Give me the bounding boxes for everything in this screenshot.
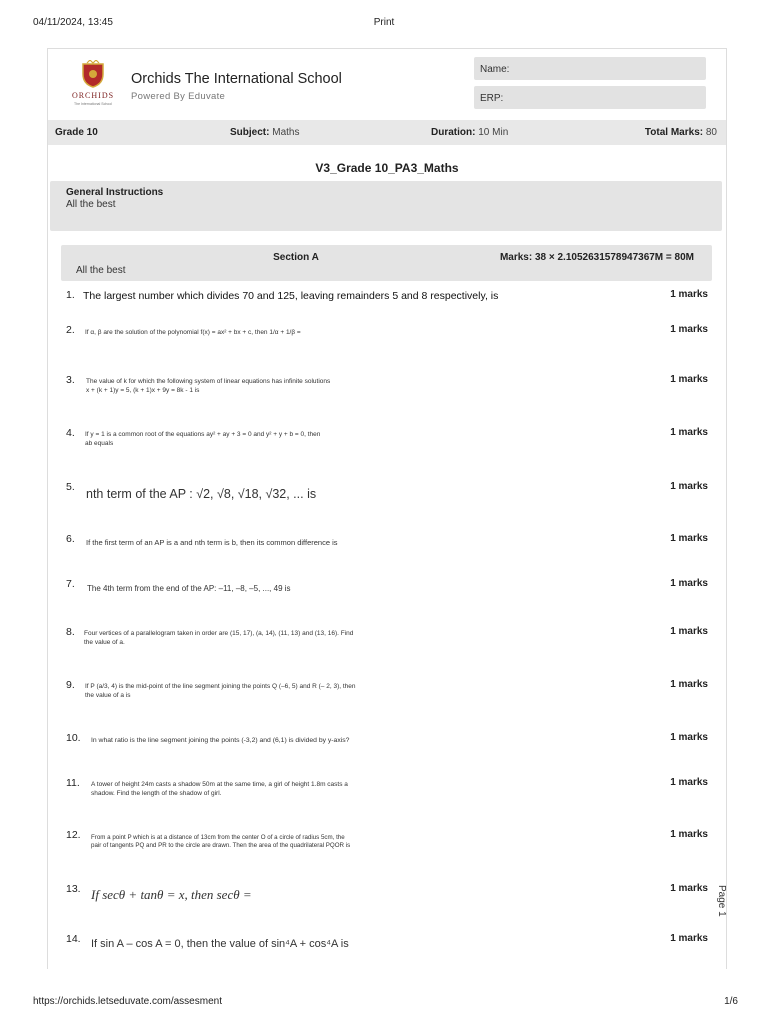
question-marks: 1 marks xyxy=(670,289,708,300)
paper-title: V3_Grade 10_PA3_Maths xyxy=(315,161,459,175)
general-instructions xyxy=(50,181,722,231)
school-header xyxy=(48,49,726,119)
question-line: the value of a. xyxy=(84,638,125,646)
question-line: The 4th term from the end of the AP: –11, –8, –5, ..., 49 is xyxy=(87,584,291,593)
general-instructions-text: All the best xyxy=(66,199,116,210)
question-marks: 1 marks xyxy=(670,883,708,894)
question-number: 6. xyxy=(66,533,75,545)
question-text xyxy=(91,937,551,952)
question-line: If α, β are the solution of the polynomial f(x) = ax² + bx + c, then 1/α + 1/β = xyxy=(85,329,301,336)
total-marks-value: 80 xyxy=(705,127,717,138)
school-name: Orchids The International School xyxy=(131,71,342,87)
question-line: If the first term of an AP is a and nth term is b, then its common difference is xyxy=(86,538,338,547)
question-text xyxy=(86,486,546,503)
assessment-sheet xyxy=(47,48,727,969)
erp-field-label: ERP: xyxy=(480,93,504,104)
question-marks: 1 marks xyxy=(670,829,708,840)
print-page-count: 1/6 xyxy=(724,996,738,1007)
question-text xyxy=(86,538,546,548)
question-line: The largest number which divides 70 and 125, leaving remainders 5 and 8 respectively, is xyxy=(83,290,499,302)
question-number: 1. xyxy=(66,289,75,301)
logo-subtext: The International School xyxy=(74,102,112,106)
section-marks: Marks: 38 × 2.1052631578947367M = 80M xyxy=(499,252,694,263)
print-footer xyxy=(0,996,768,1012)
question-line: shadow. Find the length of the shadow of girl. xyxy=(91,789,222,797)
question-number: 11. xyxy=(66,777,80,789)
question-line: If secθ + tanθ = x, then secθ = xyxy=(91,887,252,902)
question-text xyxy=(83,289,563,303)
name-field[interactable] xyxy=(474,57,706,80)
question-marks: 1 marks xyxy=(670,427,708,438)
question-marks: 1 marks xyxy=(670,533,708,544)
question-line: The value of k for which the following system of linear equations has infinite solutions xyxy=(86,378,331,385)
question-marks: 1 marks xyxy=(670,732,708,743)
question-line: nth term of the AP : √2, √8, √18, √32, ... is xyxy=(86,487,317,501)
question-line: If y = 1 is a common root of the equations ay² + ay + 3 = 0 and y² + y + b = 0, then xyxy=(85,431,321,438)
question-line: ab equals xyxy=(85,439,114,447)
crest-icon xyxy=(81,60,105,88)
subject xyxy=(230,127,299,138)
question-text xyxy=(91,781,551,799)
question-number: 13. xyxy=(66,883,81,895)
print-title: Print xyxy=(373,17,395,28)
question-marks: 1 marks xyxy=(670,777,708,788)
question-line: If sin A – cos A = 0, then the value of sin⁴A + cos⁴A is xyxy=(91,938,349,950)
question-number: 9. xyxy=(66,679,75,691)
grade: Grade 10 xyxy=(55,127,98,138)
subject-value: Maths xyxy=(272,127,300,138)
question-text xyxy=(85,683,545,701)
question-text xyxy=(84,630,544,648)
question-number: 7. xyxy=(66,578,75,590)
question-number: 12. xyxy=(66,829,81,841)
erp-field[interactable] xyxy=(474,86,706,109)
question-line: From a point P which is at a distance of 13cm from the center O of a circle of radius 5cm, the xyxy=(91,834,345,841)
school-logo xyxy=(66,60,120,110)
duration xyxy=(431,127,508,138)
name-field-label: Name: xyxy=(480,64,510,75)
side-page-label: Page 1 xyxy=(716,885,727,917)
question-text xyxy=(91,736,551,745)
question-text xyxy=(91,834,531,851)
question-text xyxy=(85,431,545,449)
question-number: 10. xyxy=(66,732,81,744)
question-marks: 1 marks xyxy=(670,374,708,385)
question-line: the value of a is xyxy=(85,691,131,699)
question-marks: 1 marks xyxy=(670,679,708,690)
question-marks: 1 marks xyxy=(670,626,708,637)
question-marks: 1 marks xyxy=(670,481,708,492)
general-instructions-title: General Instructions xyxy=(66,187,164,198)
question-marks: 1 marks xyxy=(670,324,708,335)
question-number: 3. xyxy=(66,374,75,386)
print-url: https://orchids.letseduvate.com/assesment xyxy=(33,996,222,1007)
question-text xyxy=(86,378,546,396)
question-number: 5. xyxy=(66,481,75,493)
print-datetime: 04/11/2024, 13:45 xyxy=(33,17,113,28)
question-marks: 1 marks xyxy=(670,933,708,944)
section-note: All the best xyxy=(76,265,126,276)
question-line: In what ratio is the line segment joining the points (-3,2) and (6,1) is divided by y-axis? xyxy=(91,737,350,744)
duration-value: 10 Min xyxy=(478,127,509,138)
question-text xyxy=(85,329,545,338)
question-line: Four vertices of a parallelogram taken in order are (15, 17), (a, 14), (11, 13) and (13, 16). Find xyxy=(84,630,354,637)
question-line: If P (a/3, 4) is the mid-point of the line segment joining the points Q (–6, 5) and R (– 2, 3), then xyxy=(85,683,356,690)
exam-info-bar xyxy=(48,120,726,145)
total-marks xyxy=(645,127,717,138)
question-line: x + (k + 1)y = 5, (k + 1)x + 9y = 8k - 1 is xyxy=(86,386,200,394)
question-text xyxy=(91,886,551,904)
question-text xyxy=(87,584,547,595)
print-header xyxy=(0,17,768,33)
question-number: 14. xyxy=(66,933,81,945)
question-line: A tower of height 24m casts a shadow 50m at the same time, a girl of height 1.8m casts a xyxy=(91,781,348,788)
question-number: 2. xyxy=(66,324,75,336)
powered-by: Powered By Eduvate xyxy=(131,91,226,102)
subject-label: Subject: xyxy=(230,127,270,138)
section-header xyxy=(61,245,712,281)
question-number: 4. xyxy=(66,427,75,439)
logo-wordmark: ORCHIDS xyxy=(71,91,115,100)
question-line: pair of tangents PQ and PR to the circle are drawn. Then the area of the quadrilateral PQOR is xyxy=(91,842,351,850)
question-marks: 1 marks xyxy=(670,578,708,589)
section-title: Section A xyxy=(273,252,319,263)
duration-label: Duration: xyxy=(431,127,476,138)
total-marks-label: Total Marks: xyxy=(644,127,704,138)
question-number: 8. xyxy=(66,626,75,638)
